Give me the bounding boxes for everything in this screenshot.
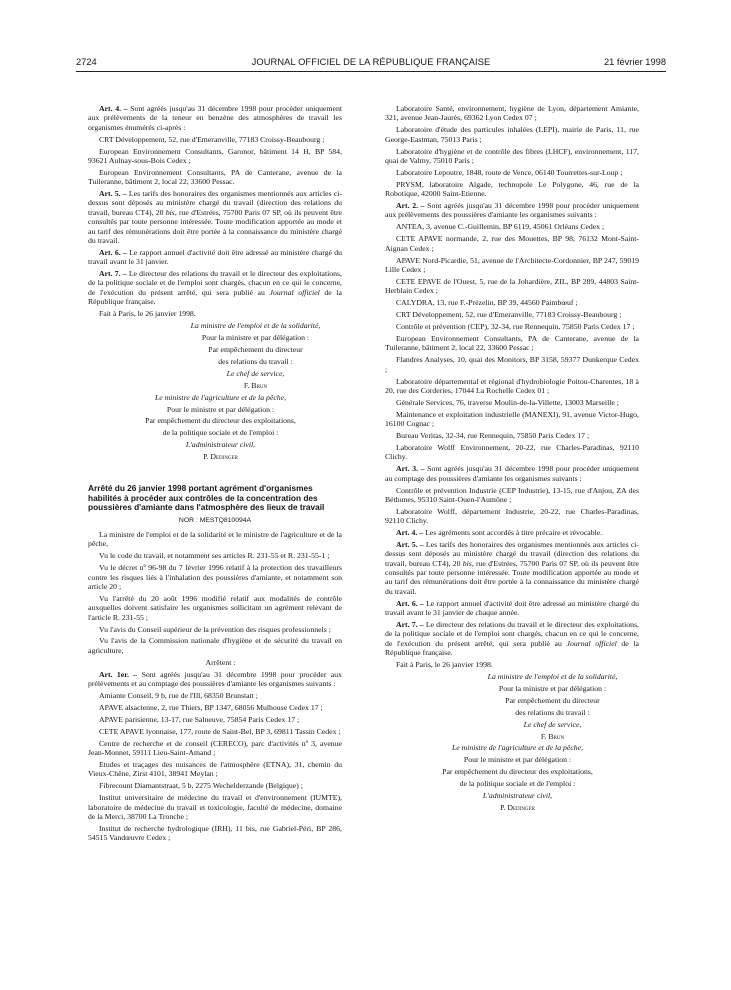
list-item: Institut universitaire de médecine du travail et d'environnement (IUMTE), laboratoire de médecine du travail et toxicologie, faculté de médecine, domaine de la Merci, 38700 La Tronche ; (88, 793, 342, 821)
list-item: Institut de recherche hydrologique (IRH), 11 bis, rue Gabriel-Péri, BP 286, 54515 Vandœuvre Cedex ; (88, 823, 342, 843)
list-item: Etudes et traçages des nuisances de l'atmosphère (ETNA), 31, chemin du Vieux-Chêne, Zirst 4101, 38941 Meylan ; (88, 760, 342, 779)
date-line: Fait à Paris, le 26 janvier 1998. (99, 309, 196, 319)
article-4: Art. 4. – Sont agréés jusqu'au 31 décembre 1998 pour procéder uniquement aux prélèvements de la teneur en benzène des atmosphères de travail les organismes énumérés ci-après : (88, 104, 342, 132)
signature-block-emploi: La ministre de l'emploi et de la solidarité, Pour la ministre et par délégation : Par empêchement du directeur des relations du travail : Le chef de service, F. Brun (190, 320, 321, 390)
list-item: Laboratoire Santé, environnement, hygiène de Lyon, département Amiante, 321, avenue Jean-Jaurès, 69362 Lyon Cedex 07 ; (385, 104, 639, 123)
visa: Vu le décret nº 96-98 du 7 février 1996 relatif à la protection des travailleurs contre les risques liés à l'inhalation des poussières d'amiante, et notamment son article 20 ; (88, 563, 342, 591)
nor-reference: NOR : MESTQ810094A (178, 516, 252, 524)
visa: Vu l'avis de la Commission nationale d'hygiène et de sécurité du travail en agriculture, (88, 636, 342, 655)
article-1: Art. 1er. – Sont agréés jusqu'au 31 décembre 1998 pour procéder aux prélèvements et au comptage des poussières d'amiante les organismes suivants : (88, 669, 342, 689)
list-item: CRT Développement, 52, rue d'Emeranville, 77183 Croissy-Beaubourg ; (396, 310, 622, 320)
issue-date: 21 février 1998 (603, 57, 666, 67)
article-7: Art. 7. – Le directeur des relations du travail et le directeur des exploitations, de la politique sociale et de l'emploi sont chargés, chacun en ce qui le concerne, de l'exécution du présent arrêté, qui sera publié au Journal officiel de la République française. (385, 619, 639, 657)
list-item: Contrôle et prévention (CEP), 32-34, rue Rennequin, 75850 Paris Cedex 17 ; (396, 322, 635, 331)
list-item: Laboratoire Lepoutre, 1848, route de Vence, 06140 Tourrettes-sur-Loup ; (396, 167, 623, 177)
article-7: Art. 7. – Le directeur des relations du travail et le directeur des exploitations, de la politique sociale et de l'emploi sont chargés, chacun en ce qui le concerne, de l'exécution du présent arrêté, qui sera publié au Journal officiel de la République française. (88, 269, 342, 307)
list-item: Laboratoire d'hygiène et de contrôle des fibres (LHCF), environnement, 117, quai de Valmy, 75010 Paris ; (385, 146, 639, 165)
visa: Vu l'arrêté du 20 août 1996 modifié relatif aux modalités de contrôle auxquelles doivent satisfaire les organismes sollicitant un agrément relevant de l'article R. 231-55 ; (88, 593, 342, 622)
list-item: European Environnement Consultants, Garonor, bâtiment 14 H, BP 584, 93621 Aulnay-sous-Bois Cedex ; (88, 146, 342, 165)
arretent: Arrêtent : (205, 657, 236, 667)
list-item: Maintenance et exploitation industrielle (MANEXI), 91, avenue Victor-Hugo, 16100 Cognac ; (385, 409, 639, 429)
list-item: European Environnement Consultants, PA de Canterane, avenue de la Tuileranne, bâtiment 2, local 22, 33600 Pessac ; (385, 333, 639, 353)
list-item: Laboratoire Wolff, département Industrie, 20-22, rue Charles-Paradinas, 92110 Clichy. (385, 506, 639, 526)
list-item: CALYDRA, 13, rue F.-Prézelin, BP 39, 44560 Paimbœuf ; (396, 298, 578, 308)
list-item: Amiante Conseil, 9 b, rue de l'Ill, 68350 Brunstatt ; (99, 690, 258, 700)
list-item: Générale Services, 76, traverse Moulin-de-la-Villette, 13003 Marseille ; (396, 397, 619, 407)
list-item: CRT Développement, 52, rue d'Emeranville, 77183 Croissy-Beaubourg ; (99, 134, 325, 144)
list-item: Contrôle et prévention Industrie (CEP Industrie), 13-15, rue d'Anjou, ZA des Béthunes, 95310 Saint-Ouen-l'Aumône ; (385, 485, 639, 504)
article-6: Art. 6. – Le rapport annuel d'activité doit être adressé au ministère chargé du travail avant le 31 janvier de chaque année. (385, 598, 639, 617)
page-number: 2724 (76, 57, 97, 67)
list-item: Flandres Analyses, 10, quai des Monitors, BP 3158, 59377 Dunkerque Cedex ; (385, 355, 639, 374)
list-item: Bureau Veritas, 32-34, rue Rennequin, 75850 Paris Cedex 17 ; (396, 431, 590, 440)
list-item: APAVE alsacienne, 2, rue Thiers, BP 1347, 68056 Mulhouse Cedex 17 ; (99, 702, 323, 712)
date-line: Fait à Paris, le 26 janvier 1998. (396, 659, 493, 669)
list-item: ANTEA, 3, avenue C.-Guillemin, BP 6119, 45061 Orléans Cedex ; (396, 222, 605, 232)
right-column (385, 104, 639, 815)
article-5: Art. 5. – Les tarifs des honoraires des organismes mentionnés aux articles ci-dessus sont déposés au ministère chargé du travail (direction des relations du travail, bureau CT4), 20 bis, rue d'Estrées, 75700 Paris 07 SP, où ils peuvent être consultés par toute personne intéressée. Toute modification apportée au mode et au tarif des rémunérations doit être portée à la connaissance du ministère chargé du travail. (88, 189, 342, 245)
list-item: PRYSM, laboratoire Algade, technopole Le Polygone, 46, rue de la Robotique, 42000 Saint-Etienne. (385, 179, 639, 199)
list-item: CETE APAVE normande, 2, rue des Mouettes, BP 98, 76132 Mont-Saint-Aignan Cedex ; (385, 234, 639, 253)
list-item: Laboratoire Wolff Environnement, 20-22, rue Charles-Paradinas, 92110 Clichy. (385, 442, 639, 462)
list-item: Centre de recherche et de conseil (CERECO), parc d'activités nº 3, avenue Jean-Monnet, 59111 Lieu-Saint-Amand ; (88, 738, 342, 758)
journal-title: JOURNAL OFFICIEL DE LA RÉPUBLIQUE FRANÇAISE (251, 57, 491, 67)
list-item: APAVE Nord-Picardie, 51, avenue de l'Architecte-Cordonnier, BP 247, 59019 Lille Cedex ; (385, 255, 639, 274)
list-item: Fibrecount Diamantstraat, 5 b, 2275 Wechelderzande (Belgique) ; (99, 781, 303, 791)
article-3: Art. 3. – Sont agréés jusqu'au 31 décembre 1998 pour procéder uniquement au comptage des poussières d'amiante les organismes suivants : (385, 464, 639, 483)
list-item: Laboratoire d'étude des particules inhalées (LEPI), mairie de Paris, 11, rue George-Eastman, 75013 Paris ; (385, 125, 639, 144)
article-5: Art. 5. – Les tarifs des honoraires des organismes mentionnés aux articles ci-dessus sont déposés au ministère chargé du travail (direction des relations du travail, bureau CT4), 20 bis, rue d'Estrées, 75700 Paris 07 SP, où ils peuvent être consultés par toute personne intéressée. Toute modification apportée au mode et au tarif des rémunérations doit être portée à la connaissance du ministère chargé du travail. (385, 540, 639, 596)
article-2: Art. 2. – Sont agréés jusqu'au 31 décembre 1998 pour procéder uniquement aux prélèvements des poussières d'amiante les organismes suivants : (385, 201, 639, 220)
article-4: Art. 4. – Les agréments sont accordés à titre précaire et révocable. (396, 528, 603, 538)
list-item: CETE EPAVE de l'Ouest, 5, rue de la Johardière, ZIL, BP 289, 44803 Saint-Herblain Cedex ; (385, 276, 639, 296)
article-6: Art. 6. – Le rapport annuel d'activité doit être adressé au ministère chargé du travail avant le 31 janvier. (88, 247, 342, 267)
visa: Vu l'avis du Conseil supérieur de la prévention des risques professionnels ; (99, 624, 331, 634)
list-item: APAVE parisienne, 13-17, rue Salneuve, 75854 Paris Cedex 17 ; (99, 714, 300, 724)
visa: La ministre de l'emploi et de la solidarité et le ministre de l'agriculture et de la pêche, (88, 530, 342, 549)
signature-block-agriculture: Le ministre de l'agriculture et de la pêche, Pour le ministre et par délégation : Par empêchement du directeur des exploitations, de la politique sociale et de l'emploi : L'administrateur civil, P. Dedinger (442, 743, 593, 813)
visa: Vu le code du travail, et notamment ses articles R. 231-55 et R. 231-55-1 ; (99, 551, 330, 561)
list-item: CETE APAVE lyonnaise, 177, route de Saint-Bel, BP 3, 69811 Tassin Cedex ; (99, 726, 341, 736)
list-item: European Environnement Consultants, PA de Canterane, avenue de la Tuileranne, bâtiment 2, local 22, 33600 Pessac. (88, 167, 342, 187)
signature-block-emploi: La ministre de l'emploi et de la solidarité, Pour la ministre et par délégation : Par empêchement du directeur des relations du travail : Le chef de service, F. Brun (487, 671, 618, 741)
left-column (88, 104, 342, 845)
list-item: Laboratoire départemental et régional d'hydrobiologie Poitou-Charentes, 18 à 20, rue des Corderies, 17044 La Rochelle Cedex 01 ; (385, 376, 639, 395)
arrete-title: Arrêté du 26 janvier 1998 portant agrément d'organismes habilités à procéder aux contrôles de la concentration des poussières d'amiante dans l'atmosphère des lieux de travail (88, 483, 325, 513)
signature-block-agriculture: Le ministre de l'agriculture et de la pêche, Pour le ministre et par délégation : Par empêchement du directeur des exploitations, de la politique sociale et de l'emploi : L'administrateur civil, P. Dedinger (145, 392, 296, 462)
page-header (76, 57, 666, 72)
